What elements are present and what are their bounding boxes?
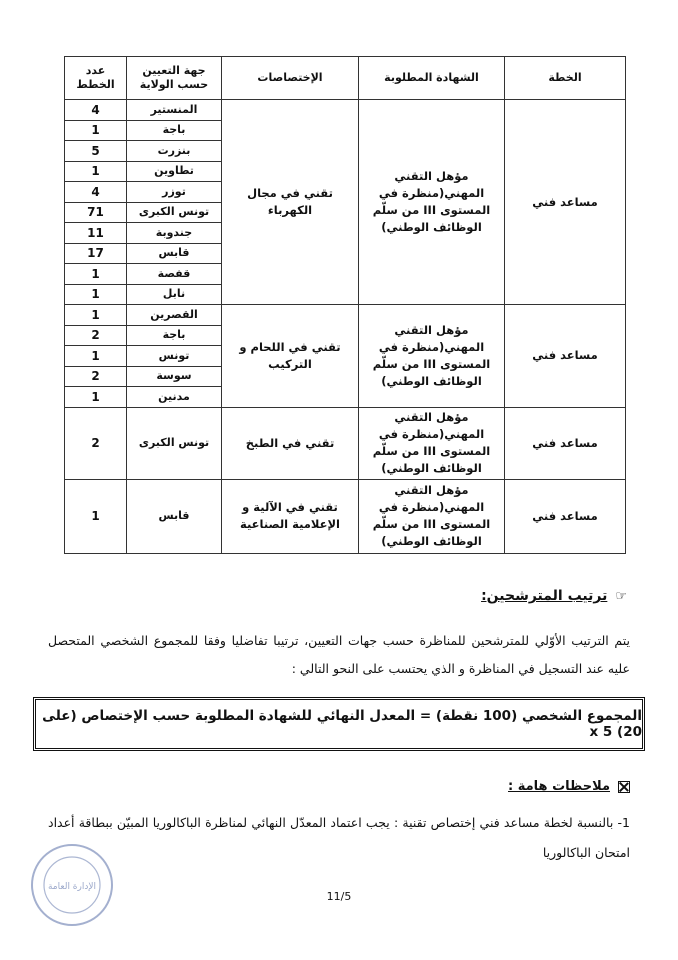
score-formula-box xyxy=(33,697,645,751)
location-cell: قابس xyxy=(127,243,222,264)
header-count: عدد الخطط xyxy=(65,57,127,100)
count-cell: 71 xyxy=(65,202,127,223)
ranking-heading xyxy=(481,588,630,604)
location-cell: نابل xyxy=(127,284,222,305)
certificate-cell: مؤهل التقني المهني(منظرة في المستوى III من سلّم الوظائف الوطني) xyxy=(359,407,505,479)
notes-heading-text: ملاحظات هامة : xyxy=(508,779,610,794)
plan-cell: مساعد فني xyxy=(505,305,626,408)
count-cell: 1 xyxy=(65,284,127,305)
specialty-cell: تقني في اللحام و التركيب xyxy=(222,305,359,408)
location-cell: تونس الكبرى xyxy=(127,407,222,479)
count-cell: 17 xyxy=(65,243,127,264)
count-cell: 1 xyxy=(65,387,127,408)
count-cell: 1 xyxy=(65,120,127,141)
stamp-text: الإدارة العامة xyxy=(47,882,97,892)
note-item: 1- بالنسبة لخطة مساعد فني إختصاص تقنية : يجب اعتماد المعدّل النهائي لمناظرة الباكالوريا المبيّن ببطاقة أعداد امتحان الباكالوريا xyxy=(48,815,630,860)
header-plan: الخطة xyxy=(505,57,626,100)
table-header-row xyxy=(65,57,626,100)
checkbox-x-icon xyxy=(618,781,630,793)
location-cell: القصرين xyxy=(127,305,222,326)
location-cell: جندوبة xyxy=(127,223,222,244)
count-cell: 2 xyxy=(65,366,127,387)
header-location: جهة التعيين حسب الولاية xyxy=(127,57,222,100)
specialty-cell: تقني في مجال الكهرباء xyxy=(222,100,359,305)
location-cell: سوسة xyxy=(127,366,222,387)
location-cell: قابس xyxy=(127,479,222,553)
count-cell: 2 xyxy=(65,407,127,479)
table-row xyxy=(65,100,626,121)
location-cell: قفصة xyxy=(127,264,222,285)
certificate-cell: مؤهل التقني المهني(منظرة في المستوى III من سلّم الوظائف الوطني) xyxy=(359,305,505,408)
location-cell: تونس الكبرى xyxy=(127,202,222,223)
count-cell: 1 xyxy=(65,305,127,326)
pointing-hand-icon: ☞ xyxy=(615,589,630,604)
count-cell: 4 xyxy=(65,182,127,203)
count-cell: 1 xyxy=(65,264,127,285)
score-formula: المجموع الشخصي (100 نقطة) = المعدل النهائي للشهادة المطلوبة حسب الإختصاص (على 20) x 5 xyxy=(42,708,642,740)
count-cell: 5 xyxy=(65,141,127,162)
table-row xyxy=(65,305,626,326)
table-row xyxy=(65,479,626,553)
location-cell: المنستير xyxy=(127,100,222,121)
ranking-heading-text: ترتيب المترشحين: xyxy=(481,588,608,604)
plan-cell: مساعد فني xyxy=(505,407,626,479)
count-cell: 1 xyxy=(65,479,127,553)
plan-cell: مساعد فني xyxy=(505,479,626,553)
location-cell: باجة xyxy=(127,325,222,346)
specialty-cell: تقني في الآلية و الإعلامية الصناعية xyxy=(222,479,359,553)
certificate-cell: مؤهل التقني المهني(منظرة في المستوى III من سلّم الوظائف الوطني) xyxy=(359,479,505,553)
header-specialty: الإختصاصات xyxy=(222,57,359,100)
header-certificate: الشهادة المطلوبة xyxy=(359,57,505,100)
count-cell: 11 xyxy=(65,223,127,244)
count-cell: 2 xyxy=(65,325,127,346)
table-body xyxy=(65,100,626,554)
location-cell: تونس xyxy=(127,346,222,367)
location-cell: تطاوين xyxy=(127,161,222,182)
specialty-cell: تقني في الطبخ xyxy=(222,407,359,479)
count-cell: 1 xyxy=(65,161,127,182)
location-cell: باجة xyxy=(127,120,222,141)
plan-cell: مساعد فني xyxy=(505,100,626,305)
count-cell: 4 xyxy=(65,100,127,121)
location-cell: مدنين xyxy=(127,387,222,408)
location-cell: توزر xyxy=(127,182,222,203)
table-row xyxy=(65,407,626,479)
positions-table xyxy=(64,56,626,554)
location-cell: بنزرت xyxy=(127,141,222,162)
certificate-cell: مؤهل التقني المهني(منظرة في المستوى III من سلّم الوظائف الوطني) xyxy=(359,100,505,305)
count-cell: 1 xyxy=(65,346,127,367)
page-number: 11/5 xyxy=(326,890,352,903)
ranking-paragraph: يتم الترتيب الأوّلي للمترشحين للمناظرة حسب جهات التعيين، ترتيبا تفاضليا وفقا للمجموع الشخصي المتحصل عليه عند التسجيل في المناظرة و الذي يحتسب على النحو التالي : xyxy=(48,633,630,676)
official-stamp xyxy=(30,843,114,927)
notes-heading xyxy=(508,779,630,794)
